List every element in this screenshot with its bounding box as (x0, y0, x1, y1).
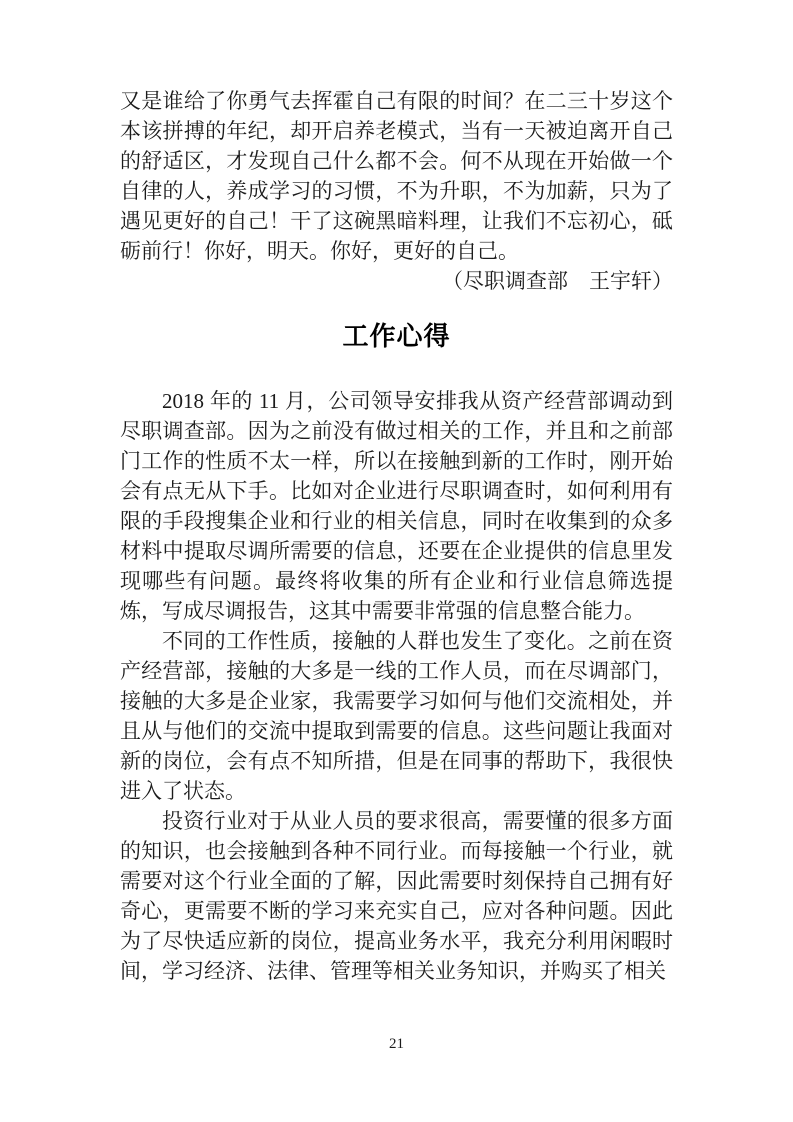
paragraph-1: 2018 年的 11 月，公司领导安排我从资产经营部调动到尽职调查部。因为之前没有做过相关的工作，并且和之前部门工作的性质不太一样，所以在接触到新的工作时，刚开始会有点无从下手。比如对企业进行尽职调查时，如何利用有限的手段搜集企业和行业的相关信息，同时在收集到的众多材料中提取尽调所需要的信息，还要在企业提供的信息里发现哪些有问题。最终将收集的所有企业和行业信息筛选提炼，写成尽调报告，这其中需要非常强的信息整合能力。 (120, 389, 673, 623)
paragraph-3: 投资行业对于从业人员的要求很高，需要懂的很多方面的知识，也会接触到各种不同行业。而每接触一个行业，就需要对这个行业全面的了解，因此需要时刻保持自己拥有好奇心，更需要不断的学习来充实自己，应对各种问题。因此为了尽快适应新的岗位，提高业务水平，我充分利用闲暇时间，学习经济、法律、管理等相关业务知识，并购买了相关 (120, 809, 673, 983)
paragraph-continuation: 又是谁给了你勇气去挥霍自己有限的时间？在二三十岁这个本该拼搏的年纪，却开启养老模式，当有一天被迫离开自己的舒适区，才发现自己什么都不会。何不从现在开始做一个自律的人，养成学习的习惯，不为升职，不为加薪，只为了遇见更好的自己！干了这碗黑暗料理，让我们不忘初心，砥砺前行！你好，明天。你好，更好的自己。 (120, 89, 673, 263)
page-body (120, 86, 673, 986)
paragraph-2: 不同的工作性质，接触的人群也发生了变化。之前在资产经营部，接触的大多是一线的工作人员，而在尽调部门，接触的大多是企业家，我需要学习如何与他们交流相处，并且从与他们的交流中提取到需要的信息。这些问题让我面对新的岗位，会有点不知所措，但是在同事的帮助下，我很快进入了状态。 (120, 629, 673, 803)
page-number: 21 (389, 1036, 404, 1052)
section-title: 工作心得 (342, 321, 451, 351)
attribution-line: （尽职调查部 王宇轩） (442, 269, 673, 293)
